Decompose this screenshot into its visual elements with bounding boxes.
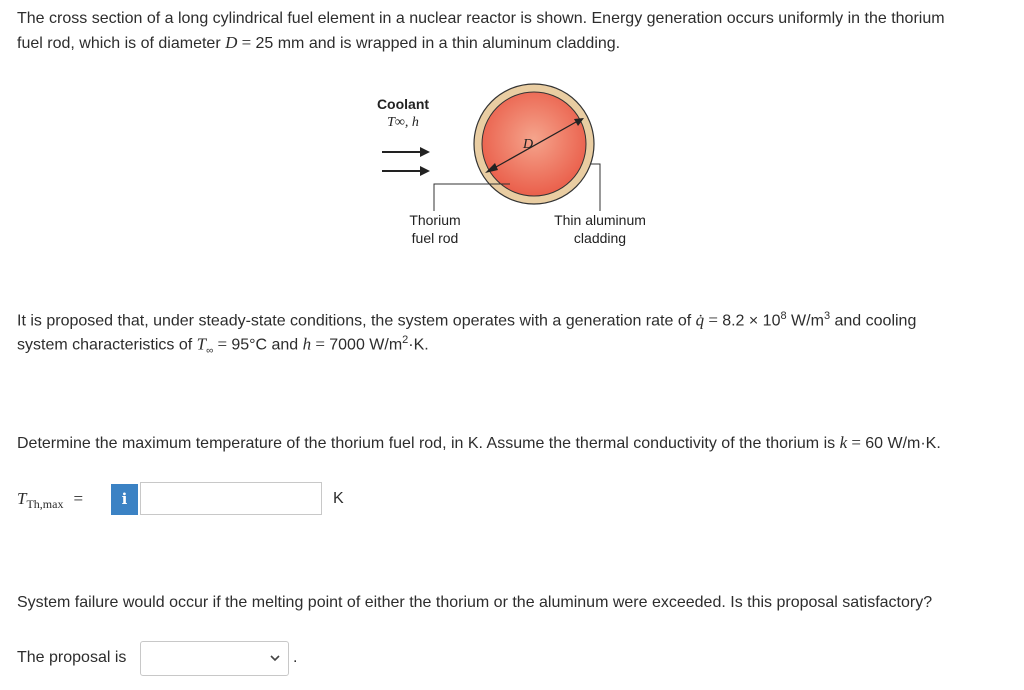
eq-sign: =: [311, 334, 330, 354]
answer-eq-sign: =: [73, 489, 84, 508]
diameter-var: D: [225, 33, 238, 52]
conditions-text-d: and cooling: [830, 312, 917, 330]
unit-exponent: 3: [823, 310, 831, 322]
tmax-answer-input[interactable]: [140, 482, 322, 515]
tinf-var: T: [196, 334, 207, 354]
answer-label: [17, 488, 83, 515]
k-var: k: [839, 433, 848, 452]
info-button[interactable]: [111, 484, 138, 515]
h-var: h: [302, 334, 312, 354]
answer-subscript: Th,max: [26, 497, 64, 512]
intro-text-b: 25 mm and is wrapped in a thin aluminum cladding.: [255, 35, 621, 52]
thorium-label: [395, 211, 475, 247]
question-1: [17, 431, 941, 456]
eq-sign: =: [847, 433, 866, 452]
h-unit-exponent: 2: [402, 334, 409, 346]
thorium-label-line2: fuel rod: [411, 230, 459, 246]
eq-sign: =: [704, 310, 723, 330]
qdot-var: q̇: [695, 310, 705, 330]
eq-sign: =: [237, 33, 256, 52]
h-value: 7000 W/m: [329, 336, 403, 354]
coolant-arrowhead-1: [420, 147, 430, 157]
generation-unit: W/m: [786, 312, 824, 330]
cladding-label-line1: Thin aluminum: [554, 212, 646, 228]
k-value: 60 W/m·K.: [865, 435, 941, 452]
cladding-label: [540, 211, 660, 247]
intro-line-1: The cross section of a long cylindrical fuel element in a nuclear reactor is shown. Energy generation occurs uniformly in the thorium: [17, 10, 945, 27]
coolant-params: T∞, h: [387, 115, 419, 130]
coolant-title: Coolant: [376, 96, 430, 112]
intro-text-a: fuel rod, which is of diameter: [17, 35, 226, 52]
proposal-select[interactable]: [140, 641, 289, 676]
conditions-text-e: system characteristics of: [17, 336, 197, 354]
question-1-text: Determine the maximum temperature of the thorium fuel rod, in K. Assume the thermal conductivity of the thorium is: [17, 435, 840, 452]
intro-line-2: [17, 31, 620, 56]
info-icon: i: [121, 490, 128, 508]
conditions-text-a: It is proposed that, under steady-state conditions, the system operates with a generation rate of: [17, 312, 696, 330]
thorium-label-line1: Thorium: [409, 212, 461, 228]
question-2: System failure would occur if the melting point of either the thorium or the aluminum were exceeded. Is this proposal satisfactory?: [17, 594, 933, 611]
cladding-label-line2: cladding: [573, 230, 627, 246]
fuel-element-figure: [360, 78, 680, 263]
coolant-arrowhead-2: [420, 166, 430, 176]
h-unit-tail: ·K.: [408, 336, 429, 354]
diameter-label: D: [522, 137, 534, 152]
proposal-label: The proposal is: [17, 649, 127, 666]
tinf-subscript: ∞: [206, 345, 214, 357]
answer-var: T: [17, 489, 27, 508]
exponent: 8: [780, 310, 787, 322]
conditions-line-2: [17, 328, 429, 364]
chevron-down-icon: [268, 651, 282, 665]
eq-sign: =: [213, 334, 232, 354]
answer-unit: K: [333, 490, 344, 507]
tinf-value: 95°C and: [231, 336, 303, 354]
generation-rate: 8.2 × 10: [722, 312, 781, 330]
cladding-leader-line: [590, 164, 600, 211]
proposal-period: .: [293, 649, 298, 666]
